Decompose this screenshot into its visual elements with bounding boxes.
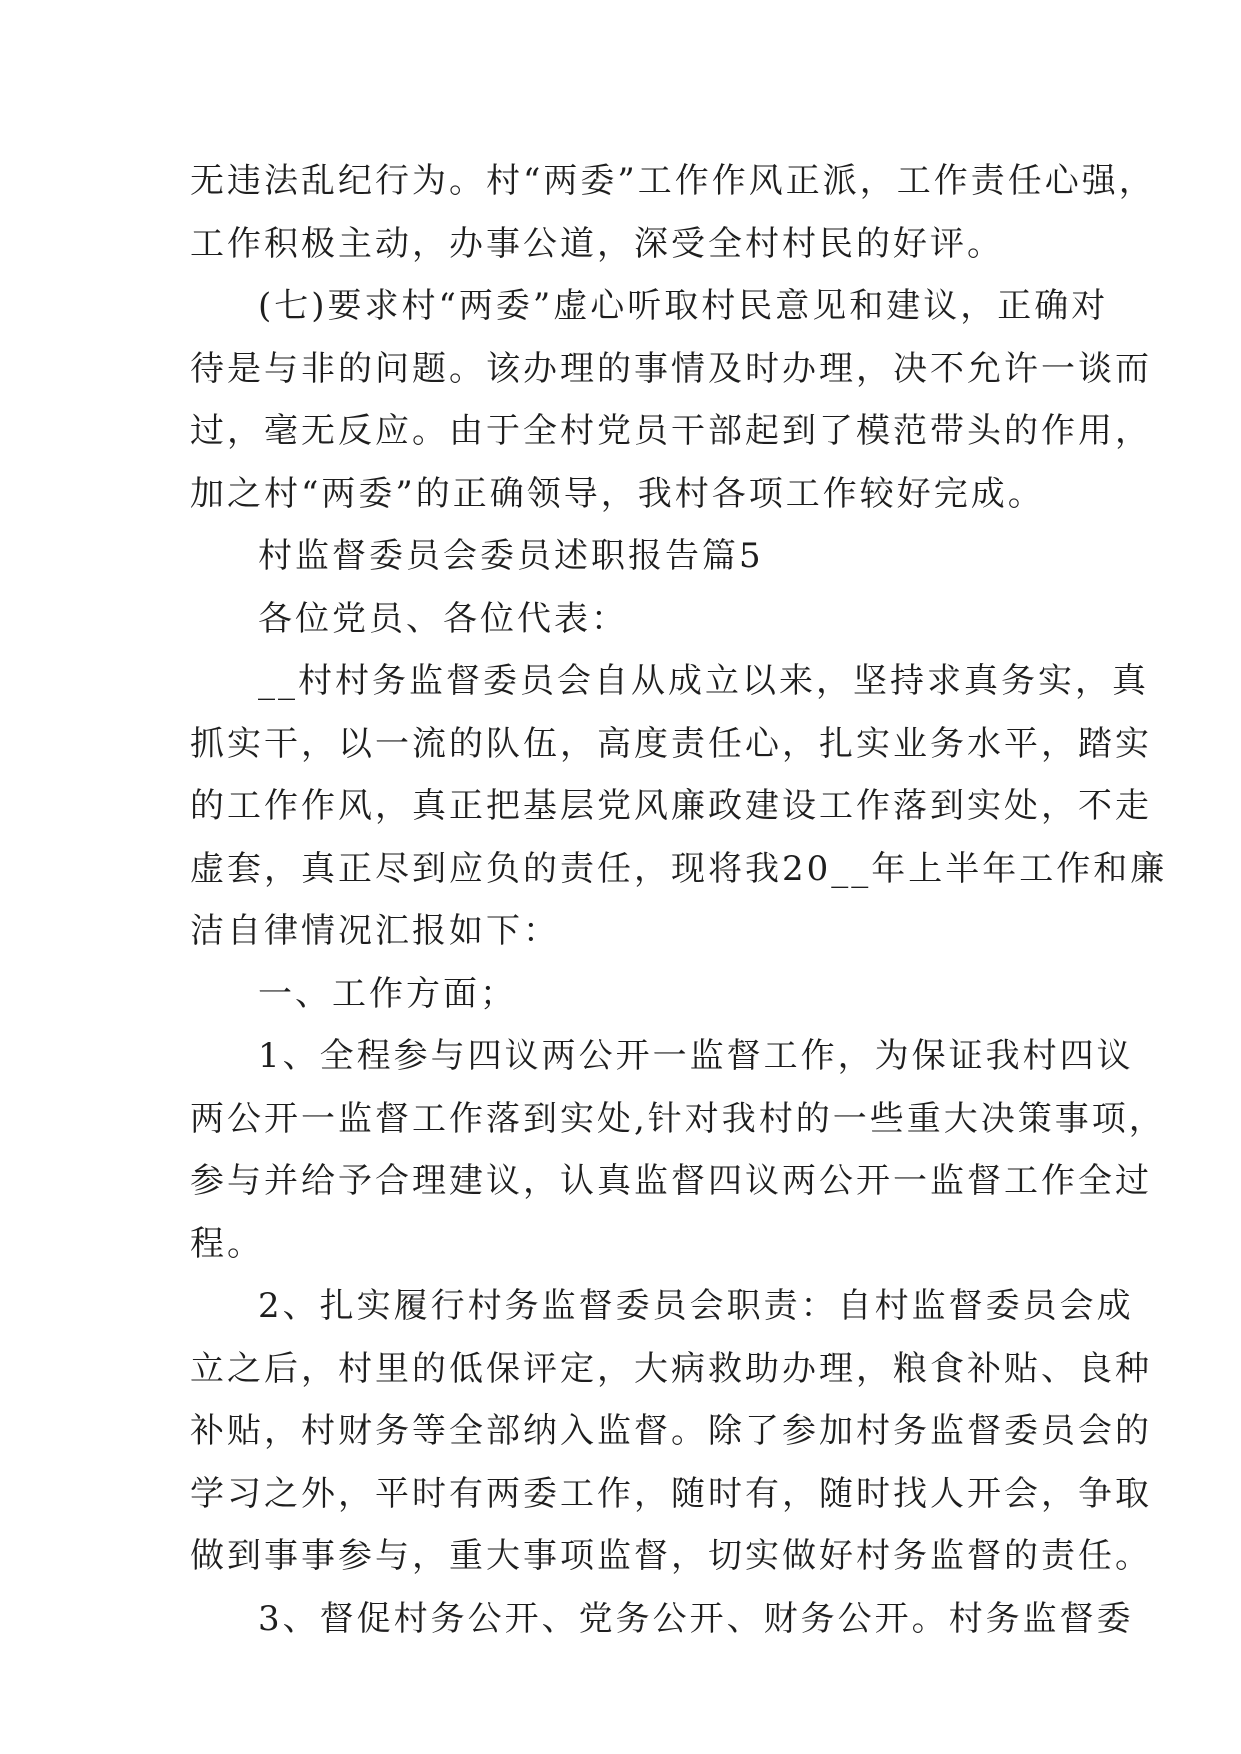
text-line: 待是与非的问题。该办理的事情及时办理，决不允许一谈而	[190, 349, 1152, 389]
text-line: 无违法乱纪行为。村“两委”工作作风正派，工作责任心强，	[190, 161, 1156, 201]
text-line: 学习之外，平时有两委工作，随时有，随时找人开会，争取	[190, 1474, 1152, 1514]
text-line: 补贴，村财务等全部纳入监督。除了参加村务监督委员会的	[190, 1411, 1152, 1451]
text-line: 洁自律情况汇报如下：	[190, 911, 560, 951]
text-line: __村村务监督委员会自从成立以来，坚持求真务实，真	[258, 661, 1149, 701]
text-line: 两公开一监督工作落到实处,针对我村的一些重大决策事项，	[190, 1099, 1166, 1139]
text-line: 参与并给予合理建议，认真监督四议两公开一监督工作全过	[190, 1161, 1152, 1201]
text-line: 做到事事参与，重大事项监督，切实做好村务监督的责任。	[190, 1536, 1152, 1576]
text-line: (七)要求村“两委”虚心听取村民意见和建议，正确对	[258, 286, 1109, 326]
text-line: 过，毫无反应。由于全村党员干部起到了模范带头的作用，	[190, 411, 1152, 451]
text-line: 加之村“两委”的正确领导，我村各项工作较好完成。	[190, 474, 1045, 514]
text-line: 抓实干，以一流的队伍，高度责任心，扎实业务水平，踏实	[190, 724, 1152, 764]
text-line: 的工作作风，真正把基层党风廉政建设工作落到实处，不走	[190, 786, 1152, 826]
text-line: 工作积极主动，办事公道，深受全村村民的好评。	[190, 224, 1004, 264]
text-line: 2、扎实履行村务监督委员会职责：自村监督委员会成	[258, 1286, 1134, 1326]
text-line: 程。	[190, 1224, 264, 1264]
text-line: 虚套，真正尽到应负的责任，现将我20__年上半年工作和廉	[190, 849, 1168, 889]
text-line: 1、全程参与四议两公开一监督工作，为保证我村四议	[258, 1036, 1134, 1076]
subsection-heading: 一、工作方面；	[258, 974, 517, 1014]
text-line: 3、督促村务公开、党务公开、财务公开。村务监督委	[258, 1599, 1134, 1639]
text-line: 立之后，村里的低保评定，大病救助办理，粮食补贴、良种	[190, 1349, 1152, 1389]
section-heading: 村监督委员会委员述职报告篇5	[258, 536, 764, 576]
salutation: 各位党员、各位代表：	[258, 599, 628, 639]
